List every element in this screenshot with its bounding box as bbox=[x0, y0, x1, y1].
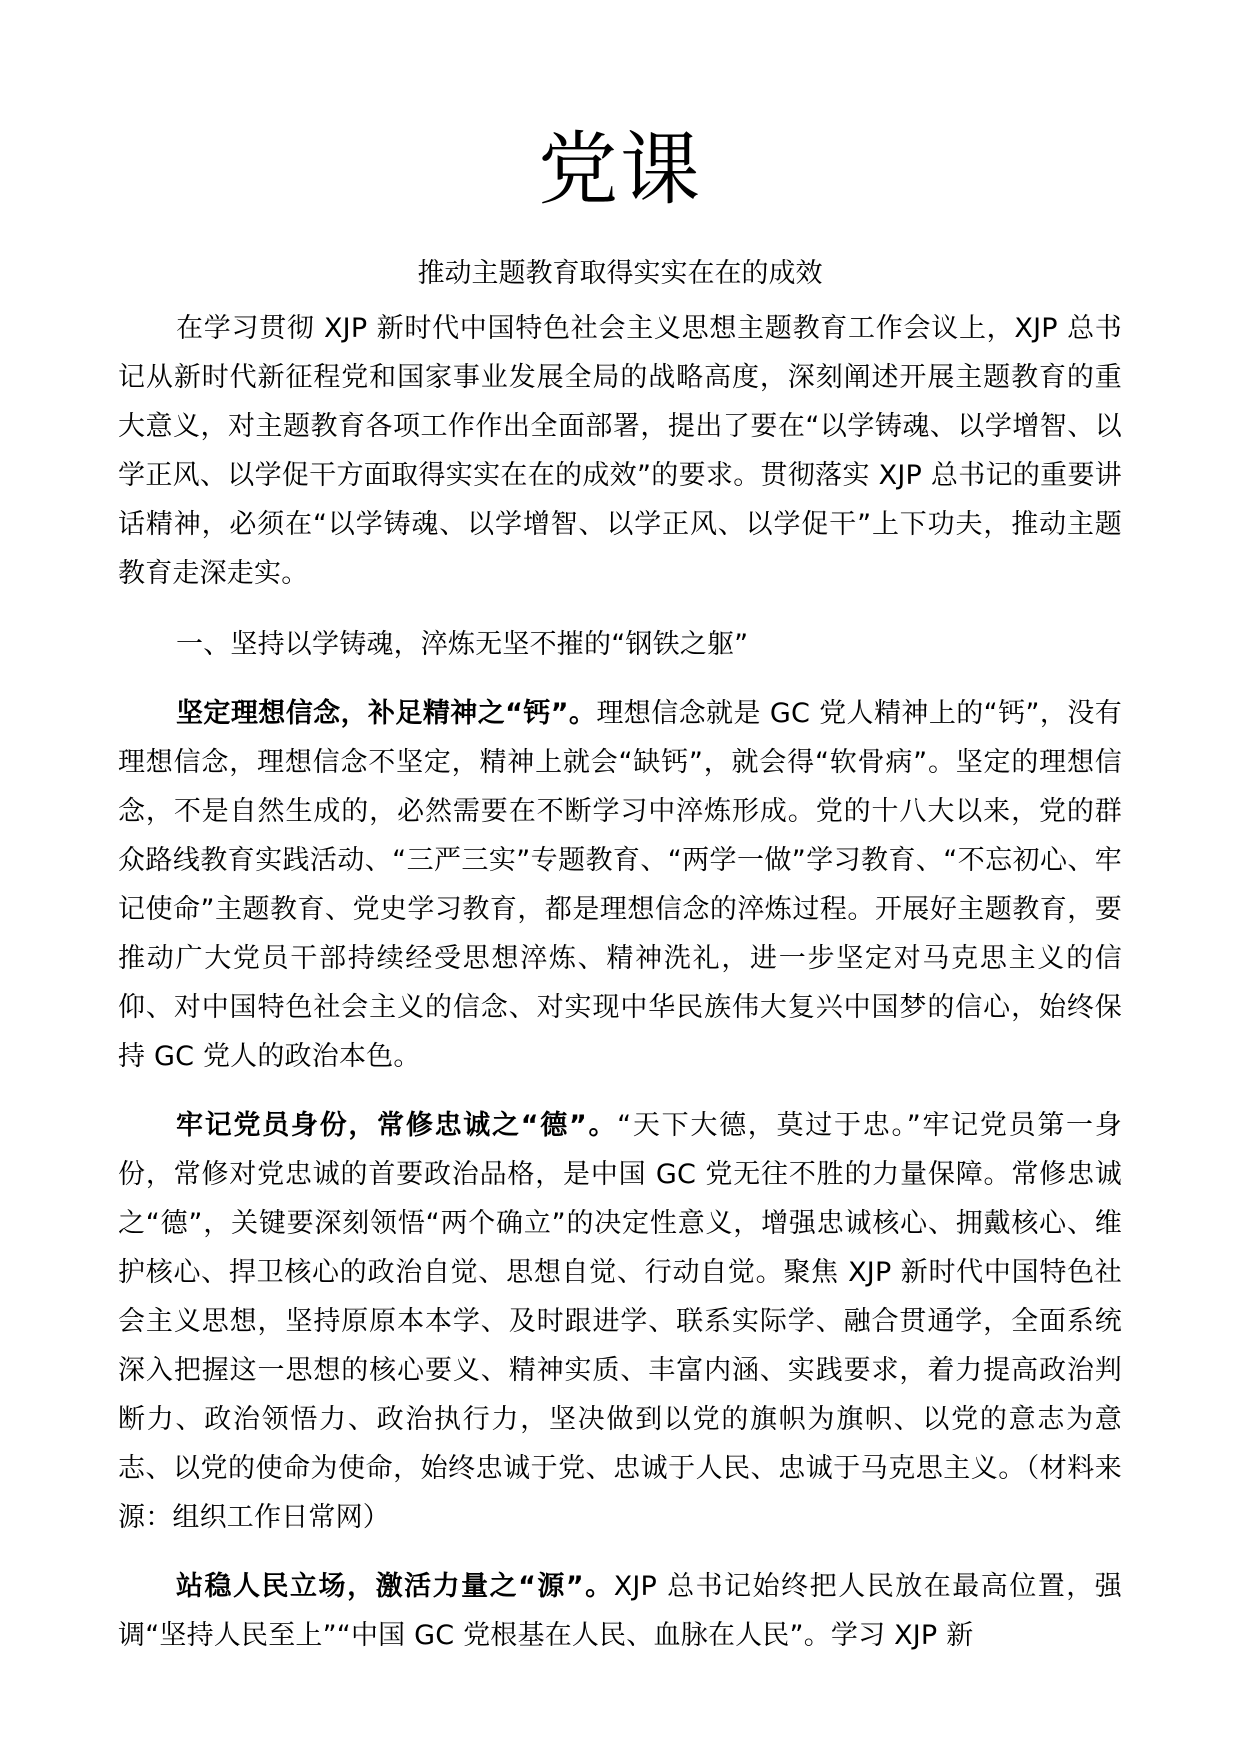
paragraph-lead: 牢记党员身份，常修忠诚之“德”。 bbox=[176, 1110, 618, 1141]
body-paragraph bbox=[118, 689, 1122, 1081]
paragraph-body: 理想信念就是 GC 党人精神上的“钙”，没有理想信念，理想信念不坚定，精神上就会“缺钙”，就会得“软骨病”。坚定的理想信念，不是自然生成的，必然需要在不断学习中淬炼形成。党的十八大以来，党的群众路线教育实践活动、“三严三实”专题教育、“两学一做”学习教育、“不忘初心、牢记使命”主题教育、党史学习教育，都是理想信念的淬炼过程。开展好主题教育，要推动广大党员干部持续经受思想淬炼、精神洗礼，进一步坚定对马克思主义的信仰、对中国特色社会主义的信念、对实现中华民族伟大复兴中国梦的信心，始终保持 GC 党人的政治本色。 bbox=[118, 698, 1122, 1072]
document-page bbox=[118, 120, 1122, 1660]
paragraph-body: XJP 总书记始终把人民放在最高位置，强调“坚持人民至上”“中国 GC 党根基在人民、血脉在人民”。学习 XJP 新 bbox=[118, 1571, 1122, 1651]
paragraph-lead: 站稳人民立场，激活力量之“源”。 bbox=[176, 1571, 614, 1602]
document-subtitle: 推动主题教育取得实实在在的成效 bbox=[417, 258, 823, 289]
paragraph-lead: 坚定理想信念，补足精神之“钙”。 bbox=[176, 698, 597, 729]
paragraph-body: “天下大德，莫过于忠。”牢记党员第一身份，常修对党忠诚的首要政治品格，是中国 GC 党无往不胜的力量保障。常修忠诚之“德”，关键要深刻领悟“两个确立”的决定性意义，增强忠诚核心、拥戴核心、维护核心、捍卫核心的政治自觉、思想自觉、行动自觉。聚焦 XJP 新时代中国特色社会主义思想，坚持原原本本学、及时跟进学、联系实际学、融合贯通学，全面系统深入把握这一思想的核心要义、精神实质、丰富内涵、实践要求，着力提高政治判断力、政治领悟力、政治执行力，坚决做到以党的旗帜为旗帜、以党的意志为意志、以党的使命为使命，始终忠诚于党、忠诚于人民、忠诚于马克思主义。（材料来源：组织工作日常网） bbox=[118, 1110, 1122, 1533]
body-paragraph bbox=[118, 1562, 1122, 1660]
document-title: 党课 bbox=[538, 123, 702, 216]
intro-paragraph: 在学习贯彻 XJP 新时代中国特色社会主义思想主题教育工作会议上，XJP 总书记从新时代新征程党和国家事业发展全局的战略高度，深刻阐述开展主题教育的重大意义，对主题教育各项工作作出全面部署，提出了要在“以学铸魂、以学增智、以学正风、以学促干方面取得实实在在的成效”的要求。贯彻落实 XJP 总书记的重要讲话精神，必须在“以学铸魂、以学增智、以学正风、以学促干”上下功夫，推动主题教育走深走实。 bbox=[118, 313, 1122, 589]
body-paragraph bbox=[118, 1101, 1122, 1542]
section-heading: 一、坚持以学铸魂，淬炼无坚不摧的“钢铁之躯” bbox=[176, 629, 749, 660]
